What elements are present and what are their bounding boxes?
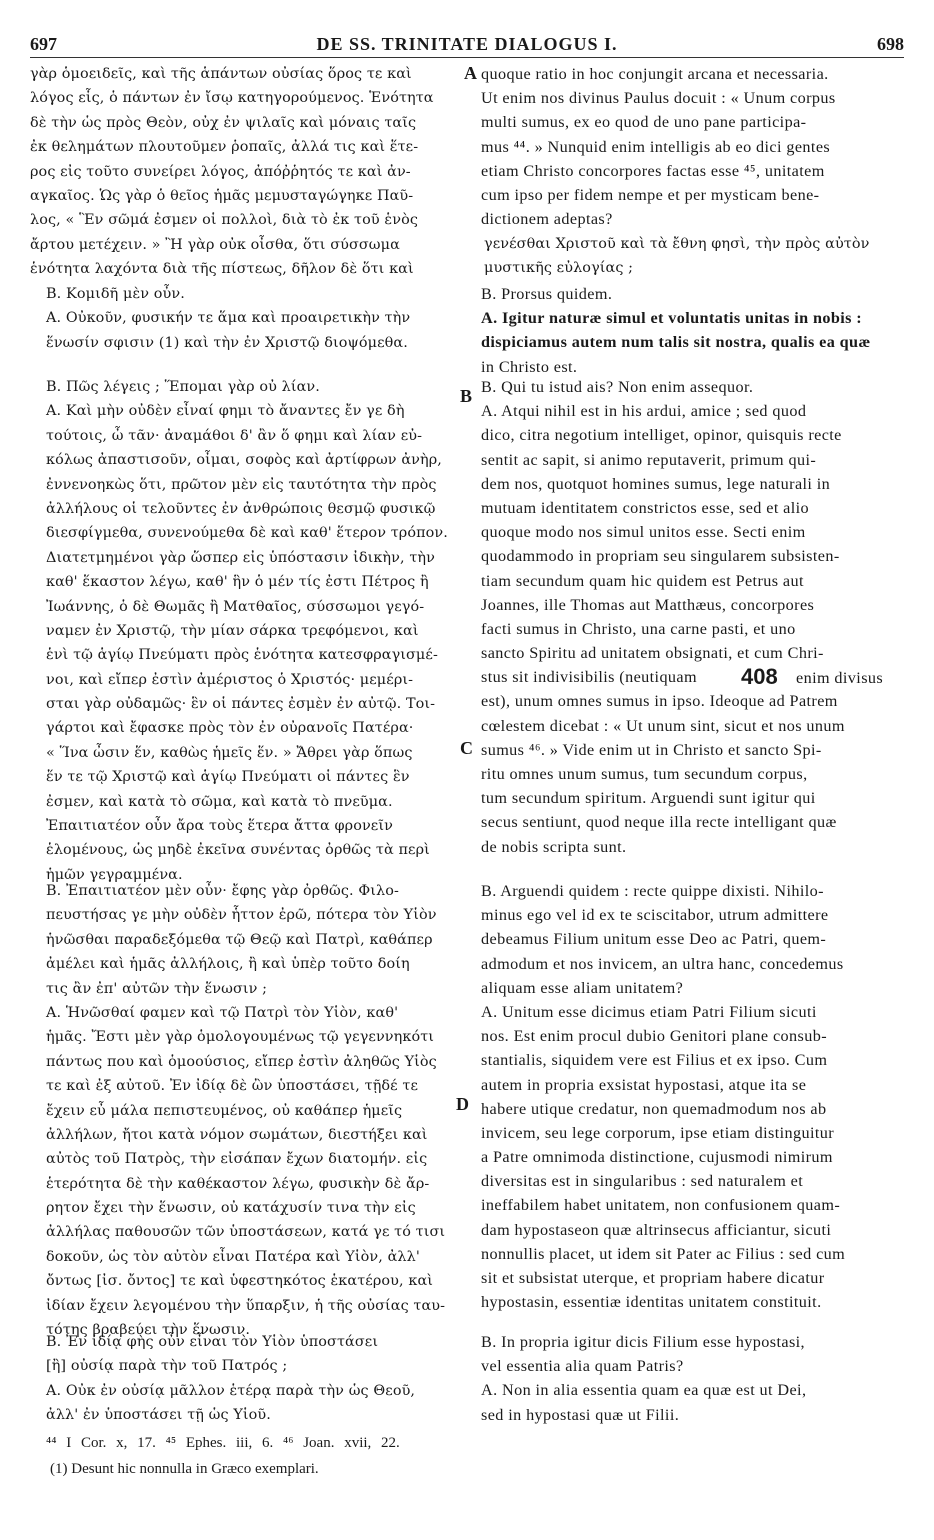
greek-text-line: ἕν τε τῷ Χριστῷ καὶ ἁγίῳ Πνεύματι οἱ πάντες ἓν — [46, 769, 410, 786]
greek-text-line: καθ' ἕκαστον λέγω, καθ' ἣν ὁ μέν τίς ἐστι Πέτρος ἢ — [46, 574, 429, 591]
greek-text-line: Ἐπαιτιατέον οὖν ἄρα τοὺς ἕτερα ἄττα φρονεῖν — [46, 818, 393, 835]
latin-text-line: etiam Christo concorpores factas esse ⁴⁵, unitatem — [481, 161, 825, 180]
latin-text-line: quoque ratio in hoc conjungit arcana et necessaria. — [481, 65, 829, 83]
greek-text-line: σται γὰρ οὐδαμῶς· ἓν οἱ πάντες ἐσμὲν ἐν αὐτῷ. Τοι- — [46, 696, 436, 713]
margin-letter-d: D — [456, 1094, 469, 1114]
latin-column-block-2 — [481, 282, 871, 379]
latin-text-line: sentit ac sapit, si animo reputaverit, primum qui- — [481, 450, 817, 469]
latin-text-line: dem nos, quotquot homines sumus, lege naturali in — [481, 474, 831, 493]
latin-text-line: Ut enim nos divinus Paulus docuit : « Unum corpus — [481, 89, 836, 108]
latin-text-line: A. Atqui nihil est in his ardui, amice ; sed quod — [481, 402, 807, 421]
margin-letter-c: C — [460, 738, 473, 758]
footnote-note: (1) Desunt hic nonnulla in Græco exemplari. — [50, 1461, 319, 1477]
latin-text-line: cum ipso per fidem nempe et per mysticam bene- — [481, 185, 820, 204]
greek-text-line: νοι, καὶ εἴπερ ἐστὶν ἀμέριστος ὁ Χριστός· μεμέρι- — [46, 671, 414, 688]
latin-column-block-1 — [481, 62, 836, 231]
greek-column-block-3 — [46, 375, 448, 887]
latin-text-line: tum secundum spiritum. Arguendi sunt igitur qui — [481, 789, 816, 808]
latin-text-line: dispiciamus autem num talis sit nostra, qualis ea quæ — [481, 333, 871, 352]
latin-text-line: admodum et nos invicem, an ultra hanc, concedemus — [481, 954, 844, 973]
greek-text-line: τότης βραβεύει τὴν ἕνωσιν. — [46, 1322, 251, 1339]
latin-text-line: cœlestem dicebat : « Ut unum sint, sicut et nos unum — [481, 716, 845, 735]
greek-text-line: ἑλομένους, ὡς μηδὲ ἐκεῖνα συνέντας ὀρθῶς τὰ περὶ — [46, 842, 430, 859]
greek-text-line: ἀλλήλους οἱ τελοῦντες ἐν ἀνθρώποις θεσμῷ φυσικῷ — [46, 500, 436, 517]
footnote-references: ⁴⁴ I Cor. x, 17. ⁴⁵ Ephes. iii, 6. ⁴⁶ Joan. xvii, 22. — [46, 1435, 400, 1451]
greek-text-line: ἑνότητα λαχόντα διὰ τῆς πίστεως, δῆλον δὲ ὅτι καὶ — [30, 261, 414, 278]
greek-text-line: ἐκ θελημάτων πλουτοῦμεν ῥοπαῖς, ἀλλά τις καὶ ἕτε- — [30, 139, 419, 156]
latin-text-line: vel essentia alia quam Patris? — [481, 1357, 684, 1376]
latin-text-line: tiam secundum quam hic quidem est Petrus aut — [481, 571, 804, 590]
greek-text-line: A. Καὶ μὴν οὐδὲν εἶναί φημι τὸ ἄναντες ἔν γε δὴ — [46, 403, 405, 420]
latin-text-line: B. In propria igitur dicis Filium esse hypostasi, — [481, 1333, 805, 1351]
greek-text-line: B. Ἐν ἰδίᾳ φὴς οὖν εἶναι τὸν Υἱὸν ὑποστάσει — [46, 1334, 379, 1350]
greek-text-line: ἀλλήλας παθουσῶν τῶν ὑποστάσεων, κατά γε τό τισι — [46, 1224, 446, 1241]
latin-text-line: B. Prorsus quidem. — [481, 285, 613, 303]
latin-text-line: invicem, seu lege corporum, ipse etiam distinguitur — [481, 1123, 835, 1142]
latin-text-line: a Patre omnimoda distinctione, cujusmodi nimirum — [481, 1148, 833, 1167]
latin-text-line: A. Unitum esse dicimus etiam Patri Filium sicuti — [481, 1002, 817, 1021]
greek-text-line: γὰρ ὁμοειδεῖς, καὶ τῆς ἁπάντων οὐσίας ὅρος τε καὶ — [30, 66, 412, 82]
latin-text-line: facti sumus in Christo, una carne pasti, et uno — [481, 619, 796, 638]
greek-text-line: ἀλλ' ἐν ὑποστάσει τῇ ὡς Υἱοῦ. — [46, 1407, 271, 1424]
greek-text-line: ἡμᾶς. Ἔστι μὲν γὰρ ὁμολογουμένως τῷ γεγεννηκότι — [46, 1029, 435, 1046]
greek-text-line: λόγος εἷς, ὁ πάντων ἐν ἴσῳ κατηγορούμενος. Ἑνότητα — [30, 90, 434, 107]
greek-text-line: A. Οὐκοῦν, φυσικήν τε ἅμα καὶ προαιρετικὴν τὴν — [46, 310, 411, 327]
greek-text-line: τούτοις, ὦ τᾶν· ἀναμάθοι δ' ἂν ὅ φημι καὶ λίαν εὐ- — [46, 427, 423, 444]
latin-text-line: quodammodo in propriam seu singularem subsisten- — [481, 547, 840, 566]
greek-text-line: δοκοῦν, ὡς τὸν αὐτὸν εἶναι Πατέρα καὶ Υἱὸν, ἀλλ' — [46, 1248, 420, 1265]
greek-text-line: ρητον ἔχει τὴν ἕνωσιν, οὐ κατάχυσίν τινα τὴν εἰς — [46, 1200, 416, 1217]
latin-text-line: quoque modo nos simul unitos esse. Secti enim — [481, 523, 806, 542]
latin-text-line: ritu omnes unum sumus, tum secundum corpus, — [481, 765, 808, 783]
greek-text-line: ἄρτου μετέχειν. » Ἢ γὰρ οὐκ οἶσθα, ὅτι σύσσωμα — [30, 236, 400, 253]
greek-text-line: ἑνὶ τῷ ἁγίῳ Πνεύματι πρὸς ἑνότητα κατεσφραγισμέ- — [46, 647, 438, 664]
latin-text-line: stantialis, siquidem vere est Filius et ex ipso. Cum — [481, 1051, 828, 1070]
greek-text-line: ἔχειν εὖ μάλα πεπιστευμένος, οὐ καθάπερ ἡμεῖς — [46, 1102, 403, 1119]
latin-408-tail: enim divisus — [796, 669, 884, 687]
latin-text-line: A. Non in alia essentia quam ea quæ est ut Dei, — [481, 1381, 807, 1400]
latin-text-line: Joannes, ille Thomas aut Matthæus, concorpores — [481, 595, 815, 614]
greek-text-line: ἀμέλει καὶ ἡμᾶς ἀλλήλοις, ἢ καὶ ὑπὲρ τοῦτο δοίη — [46, 956, 410, 973]
greek-continuation-line-2: μυστικῆς εὐλογίας ; — [484, 260, 634, 276]
greek-text-line: « Ἵνα ὦσιν ἕν, καθὼς ἡμεῖς ἕν. » Ἄθρει γὰρ ὅπως — [46, 744, 413, 761]
latin-text-line: hypostasin, essentiæ identitas unitatem constituit. — [481, 1293, 822, 1312]
latin-text-line: autem in propria exsistat hypostasi, atque ita se — [481, 1075, 807, 1094]
greek-text-line: αὐτὸς τοῦ Πατρὸς, τὴν εἰσάπαν ἔχων διατομήν. εἰς — [46, 1151, 428, 1168]
margin-letter-a: A — [464, 63, 477, 83]
greek-text-line: B. Ἐπαιτιατέον μὲν οὖν· ἔφης γὰρ ὀρθῶς. Φιλο- — [46, 883, 399, 899]
latin-text-line: in Christo est. — [481, 357, 578, 376]
latin-text-line: B. Qui tu istud ais? Non enim assequor. — [481, 378, 754, 396]
latin-text-line: dictionem adeptas? — [481, 210, 613, 229]
greek-text-line: Διατετμημένοι γὰρ ὥσπερ εἰς ὑπόστασιν ἰδικὴν, τὴν — [46, 549, 435, 566]
running-title: DE SS. TRINITATE DIALOGUS I. — [316, 34, 618, 54]
latin-column-block-5 — [481, 1330, 806, 1427]
latin-text-line: minus ego vel id ex te sciscitabor, utrum admittere — [481, 906, 829, 925]
greek-text-line: διεσφίγμεθα, συνενούμεθα δὲ καὶ καθ' ἕτερον τρόπον. — [46, 525, 448, 542]
header-rule — [30, 57, 904, 58]
latin-text-line: nos. Est enim procul dubio Genitori plane consub- — [481, 1027, 827, 1046]
page-number-right: 698 — [877, 34, 904, 54]
greek-text-line: αγκαῖος. Ὡς γὰρ ὁ θεῖος ἡμᾶς μεμυσταγώγηκε Παῦ- — [30, 187, 414, 204]
greek-text-line: ρος εἰς τοῦτο συνείρει λόγος, ἀπόῤῥητός τε καὶ ἀν- — [30, 163, 411, 180]
greek-text-line: B. Κομιδῆ μὲν οὖν. — [46, 286, 185, 302]
latin-text-line: ineffabilem habet unitatem, non confusionem quam- — [481, 1196, 841, 1215]
greek-column-block-4 — [46, 879, 445, 1342]
latin-text-line: mus ⁴⁴. » Nunquid enim intelligis ab eo dici gentes — [481, 137, 831, 156]
greek-text-line: λος, « Ἓν σῶμά ἐσμεν οἱ πολλοὶ, διὰ τὸ ἐκ τοῦ ἑνὸς — [30, 212, 418, 229]
greek-text-line: ἐννενοηκὼς ὅτι, πρῶτον μὲν εἰς ταυτότητα τὴν πρὸς — [46, 476, 437, 493]
latin-text-line: nonnullis placet, ut idem sit Pater ac Filius : sed cum — [481, 1244, 846, 1263]
greek-text-line: B. Πῶς λέγεις ; Ἕπομαι γὰρ οὐ λίαν. — [46, 379, 320, 395]
page-number-left: 697 — [30, 34, 57, 54]
latin-text-line: habere utique credatur, non quemadmodum nos ab — [481, 1099, 827, 1118]
greek-text-line: πευστήσας γε μὴν οὐδὲν ἧττον ἐρῶ, πότερα τὸν Υἱὸν — [46, 907, 437, 924]
latin-text-line: diversitas est in singularibus : sed naturalem et — [481, 1172, 804, 1191]
latin-text-line: dico, citra negotium intelliget, opinor, quisquis recte — [481, 426, 842, 445]
greek-text-line: [ἢ] οὐσίᾳ παρὰ τὴν τοῦ Πατρός ; — [46, 1358, 288, 1375]
greek-text-line: ἕνωσίν σφισιν (1) καὶ τὴν ἐν Χριστῷ διοψόμεθα. — [46, 334, 408, 351]
latin-text-line: debeamus Filium unitum esse Deo ac Patri, quem- — [481, 930, 827, 949]
latin-text-line: dam hypostaseon quæ altrinsecus afficiantur, sicuti — [481, 1220, 832, 1239]
latin-text-line: sit et subsistat uterque, et propriam habere dicatur — [481, 1269, 825, 1287]
latin-text-line: stus sit indivisibilis (neutiquam — [481, 668, 698, 687]
greek-text-line: ἐσμεν, καὶ κατὰ τὸ σῶμα, καὶ κατὰ τὸ πνεῦμα. — [46, 793, 393, 810]
greek-text-line: ἀλλήλων, ἤτοι κατὰ νόμον σωμάτων, διεστήξει καὶ — [46, 1126, 428, 1143]
latin-text-line: mutuam identitatem constrictos esse, sed et alio — [481, 498, 810, 517]
greek-text-line: πάντως που καὶ ὁμοούσιος, εἴπερ ἐστὶν ἀληθῶς Υἱὸς — [46, 1053, 437, 1070]
latin-text-line: sumus ⁴⁶. » Vide enim ut in Christo et sancto Spi- — [481, 740, 822, 759]
greek-text-line: ἰδίαν ἔχειν λεγομένου τὴν ὕπαρξιν, ἡ τῆς οὐσίας ταυ- — [46, 1297, 446, 1314]
latin-text-line: B. Arguendi quidem : recte quippe dixisti. Nihilo- — [481, 882, 824, 900]
latin-text-line: sed in hypostasi quæ ut Filii. — [481, 1405, 680, 1424]
greek-text-line: γάρτοι καὶ ἔφασκε πρὸς τὸν ἐν οὐρανοῖς Πατέρα· — [46, 720, 414, 737]
greek-text-line: δὲ τὴν ὡς πρὸς Θεὸν, οὐχ ἐν ψιλαῖς καὶ μόναις ταῖς — [30, 114, 417, 131]
greek-text-line: A. Οὐκ ἐν οὐσίᾳ μᾶλλον ἑτέρᾳ παρὰ τὴν ὡς Θεοῦ, — [46, 1382, 416, 1399]
greek-text-line: κόλως ἀπαστισοῦν, οἶμαι, σοφὸς καὶ ἀρτίφρων ἀνὴρ, — [46, 452, 442, 469]
greek-text-line: τε καὶ ἐξ αὐτοῦ. Ἐν ἰδίᾳ δὲ ὢν ὑποστάσει, τῇδέ τε — [46, 1078, 419, 1095]
latin-column-block-4 — [481, 879, 845, 1314]
greek-column-block-1 — [30, 62, 434, 282]
greek-text-line: ναμεν ἐν Χριστῷ, τὴν μίαν σάρκα τρεφόμενοι, καὶ — [46, 622, 419, 639]
latin-text-line: secus sentiunt, quod neque illa recte intelligant quæ — [481, 813, 837, 832]
latin-column-block-3 — [481, 375, 845, 859]
greek-text-line: τις ἂν ἐπ' αὐτῶν τὴν ἕνωσιν ; — [46, 980, 268, 997]
greek-text-line: Ἰωάννης, ὁ δὲ Θωμᾶς ἢ Ματθαῖος, σύσσωμοι γεγό- — [46, 598, 425, 615]
greek-text-line: A. Ἡνῶσθαί φαμεν καὶ τῷ Πατρὶ τὸν Υἱὸν, καθ' — [46, 1004, 399, 1021]
column-number-408: 408 — [741, 664, 778, 689]
greek-continuation-line: γενέσθαι Χριστοῦ καὶ τὰ ἔθνη φησὶ, τὴν πρὸς αὐτὸν — [484, 236, 870, 252]
greek-column-block-5 — [46, 1330, 415, 1428]
latin-text-line: sancto Spiritu ad unitatem obsignati, et cum Chri- — [481, 644, 824, 663]
latin-text-line: multi sumus, ex eo quod de uno pane participa- — [481, 113, 807, 132]
latin-text-line: aliquam esse aliam unitatem? — [481, 978, 684, 997]
greek-text-line: ἡμῶν γεγραμμένα. — [46, 866, 183, 883]
page-header — [30, 34, 904, 58]
margin-letter-b: B — [460, 386, 473, 406]
latin-text-line: est), unum omnes sumus in ipso. Ideoque ad Patrem — [481, 692, 838, 711]
greek-column-block-2 — [46, 282, 410, 355]
greek-text-line: ἡνῶσθαι παραδεξόμεθα τῷ Θεῷ καὶ Πατρὶ, καθάπερ — [46, 931, 433, 948]
latin-text-line: A. Igitur naturæ simul et voluntatis unitas in nobis : — [481, 309, 863, 328]
latin-text-line: de nobis scripta sunt. — [481, 837, 627, 856]
greek-text-line: ὄντως [ἰσ. ὄντος] τε καὶ ὑφεστηκότος ἑκατέρου, καὶ — [46, 1273, 434, 1290]
greek-text-line: ἑτερότητα δὲ τὴν καθέκαστον λέγω, φυσικὴν δὲ ἄρ- — [46, 1175, 430, 1192]
